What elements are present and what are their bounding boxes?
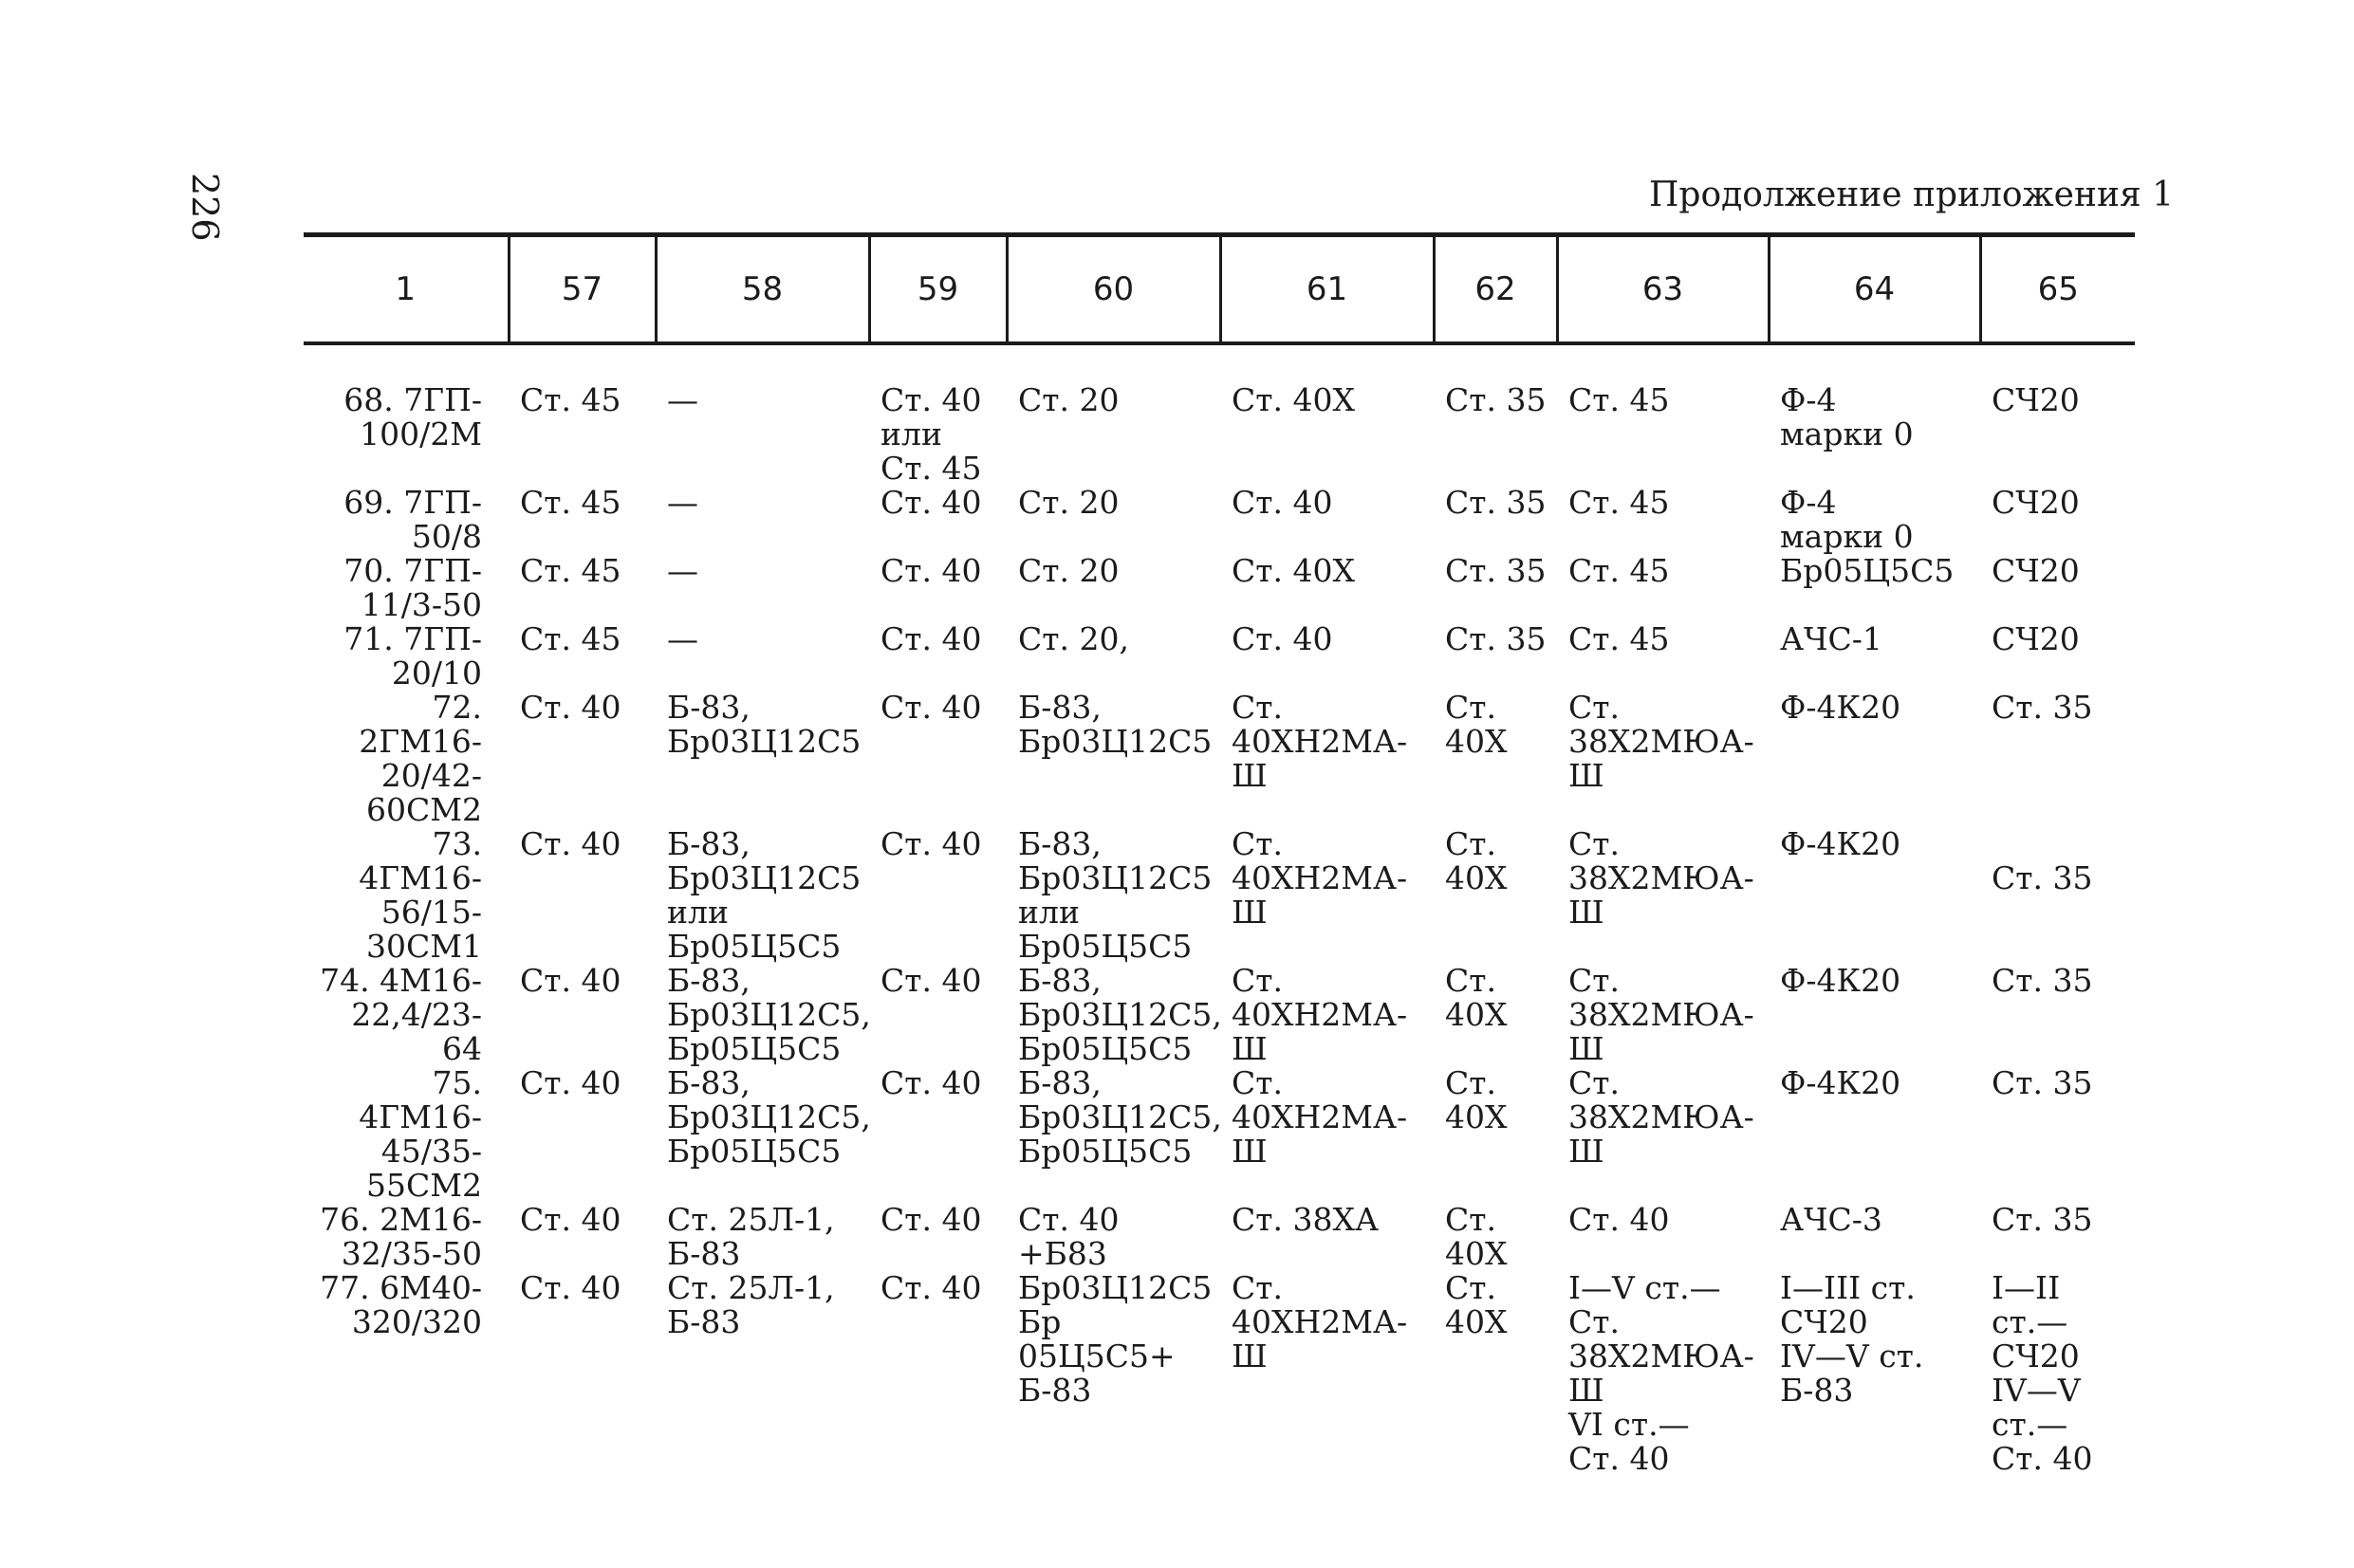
material-cell: Ст. 35 — [1992, 1201, 2093, 1238]
material-cell: Ст. 20 — [1018, 552, 1120, 589]
material-cell: Ст. 40Х — [1445, 1201, 1508, 1272]
page-number: 226 — [184, 173, 226, 242]
material-cell: Ст. 35 — [1445, 484, 1547, 521]
material-cell: Ст. 38Х2МЮА- Ш — [1568, 1064, 1754, 1170]
material-cell: Б-83, Бр03Ц12С5, Бр05Ц5С5 — [667, 1064, 871, 1170]
table-row — [304, 486, 2135, 554]
material-cell: Ф-4К20 — [1780, 689, 1901, 726]
material-cell: Ф-4К20 — [1780, 962, 1901, 999]
column-header: 62 — [1434, 235, 1557, 344]
row-label-cell: 75. 4ГМ16- 45/35- 55СМ2 — [359, 1064, 482, 1204]
material-cell: Ст. 40 — [520, 689, 621, 726]
material-cell: Ст. 35 — [1992, 1064, 2093, 1101]
material-cell: АЧС-1 — [1780, 620, 1882, 657]
material-cell: АЧС-3 — [1780, 1201, 1882, 1238]
material-cell: Б-83, Бр03Ц12С5 — [667, 689, 862, 760]
material-cell: I—V ст.— Ст. 38Х2МЮА- Ш VI ст.— Ст. 40 — [1568, 1269, 1754, 1477]
material-cell: Б-83, Бр03Ц12С5, Бр05Ц5С5 — [1018, 1064, 1222, 1170]
column-header: 61 — [1220, 235, 1434, 344]
column-header: 64 — [1769, 235, 1980, 344]
material-cell: Ст. 38ХА — [1232, 1201, 1379, 1238]
material-cell: Ст. 40ХН2МА- Ш — [1232, 689, 1408, 794]
row-label-cell: 69. 7ГП- 50/8 — [343, 484, 482, 555]
material-cell: Ст. 45 — [520, 381, 621, 418]
material-cell: Ст. 40 — [880, 962, 982, 999]
material-cell: Ст. 45 — [1568, 484, 1670, 521]
material-cell: — — [667, 552, 698, 589]
material-cell: Ст. 40 — [520, 1064, 621, 1101]
material-cell: Ст. 40 — [520, 825, 621, 862]
material-cell: Б-83, Бр03Ц12С5, Бр05Ц5С5 — [1018, 962, 1222, 1067]
material-cell: Ст. 40 — [1568, 1201, 1670, 1238]
material-cell: Ст. 20, — [1018, 620, 1129, 657]
row-label-cell: 70. 7ГП- 11/3-50 — [343, 552, 482, 623]
material-cell: Ст. 40 — [880, 552, 982, 589]
column-header: 59 — [869, 235, 1007, 344]
material-cell: Бр05Ц5С5 — [1780, 552, 1955, 589]
material-cell: Б-83, Бр03Ц12С5 или Бр05Ц5С5 — [1018, 825, 1213, 965]
material-cell: Ст. 40Х — [1445, 825, 1508, 896]
material-cell: Ст. 38Х2МЮА- Ш — [1568, 825, 1754, 931]
column-header: 1 — [395, 270, 417, 308]
material-cell: Ст. 35 — [1992, 962, 2093, 999]
material-cell: Ст. 40 — [880, 1201, 982, 1238]
material-cell: Ст. 40 — [520, 1269, 621, 1306]
material-cell: Ст. 25Л-1, Б-83 — [667, 1269, 835, 1340]
table-row — [304, 554, 2135, 622]
material-cell: I—III ст. СЧ20 IV—V ст. Б-83 — [1780, 1269, 1924, 1409]
row-label-cell: 76. 2М16- 32/35-50 — [320, 1201, 482, 1272]
material-cell: Ст. 40ХН2МА- Ш — [1232, 1064, 1408, 1170]
material-cell: Ст. 40 +Б83 — [1018, 1201, 1120, 1272]
material-cell: Ф-4К20 — [1780, 825, 1901, 862]
material-cell: Ст. 40 — [880, 1064, 982, 1101]
material-cell: Ф-4 марки 0 — [1780, 381, 1914, 452]
material-cell: Ст. 45 — [520, 484, 621, 521]
material-cell: — — [667, 620, 698, 657]
material-cell: Ст. 40 — [880, 689, 982, 726]
material-cell: Б-83, Бр03Ц12С5 — [1018, 689, 1213, 760]
material-cell: Ст. 40 или Ст. 45 — [880, 381, 982, 487]
material-cell: — — [667, 381, 698, 418]
table-body — [304, 343, 2135, 1476]
material-cell: Ст. 40 — [1232, 484, 1333, 521]
material-cell: Ст. 45 — [520, 620, 621, 657]
material-cell: Ст. 40 — [880, 1269, 982, 1306]
material-cell: Ст. 20 — [1018, 381, 1120, 418]
material-cell: Ст. 40 — [880, 825, 982, 862]
material-cell: Ст. 40 — [1232, 620, 1333, 657]
material-cell: Бр03Ц12С5 Бр 05Ц5С5+ Б-83 — [1018, 1269, 1213, 1409]
material-cell: Ст. 35 — [1445, 552, 1547, 589]
material-cell: Ст. 40Х — [1232, 552, 1355, 589]
material-cell: Ст. 20 — [1018, 484, 1120, 521]
table-row — [304, 1271, 2135, 1476]
header-row — [304, 235, 2135, 344]
material-cell: Ст. 40Х — [1445, 962, 1508, 1033]
material-cell: I—II ст.— СЧ20 IV—V ст.— Ст. 40 — [1992, 1269, 2093, 1477]
material-cell: Ст. 25Л-1, Б-83 — [667, 1201, 835, 1272]
table-row — [304, 1203, 2135, 1271]
column-header: 57 — [509, 235, 656, 344]
column-header: 63 — [1557, 235, 1769, 344]
row-label-cell: 71. 7ГП- 20/10 — [343, 620, 482, 692]
table-row — [304, 964, 2135, 1066]
column-header: 65 — [1980, 235, 2135, 344]
material-cell: Ст. 40Х — [1445, 1064, 1508, 1135]
material-cell: Ст. 40Х — [1445, 1269, 1508, 1340]
material-cell: СЧ20 — [1992, 484, 2080, 521]
material-cell: Ст. 35 — [1992, 859, 2093, 896]
column-header: 60 — [1007, 235, 1220, 344]
row-label-cell: 73. 4ГМ16- 56/15- 30СМ1 — [359, 825, 482, 965]
row-label-cell: 77. 6М40- 320/320 — [320, 1269, 482, 1340]
material-cell: Ф-4К20 — [1780, 1064, 1901, 1101]
material-cell: Ст. 40 — [520, 1201, 621, 1238]
material-cell: — — [667, 484, 698, 521]
material-cell: СЧ20 — [1992, 381, 2080, 418]
row-label-cell: 74. 4М16- 22,4/23- 64 — [320, 962, 482, 1067]
material-cell: Ст. 45 — [520, 552, 621, 589]
material-cell: СЧ20 — [1992, 620, 2080, 657]
table-row — [304, 691, 2135, 827]
material-cell: Ст. 40 — [880, 620, 982, 657]
material-cell: Ст. 35 — [1992, 689, 2093, 726]
table-row — [304, 622, 2135, 691]
material-cell: Ст. 45 — [1568, 552, 1670, 589]
material-cell: Ст. 40 — [520, 962, 621, 999]
material-cell: Ст. 40Х — [1232, 381, 1355, 418]
material-cell: Ст. 45 — [1568, 620, 1670, 657]
material-cell: Ст. 40Х — [1445, 689, 1508, 760]
column-header: 58 — [656, 235, 869, 344]
material-cell: Б-83, Бр03Ц12С5 или Бр05Ц5С5 — [667, 825, 862, 965]
material-cell: СЧ20 — [1992, 552, 2080, 589]
continuation-title: Продолжение приложения 1 — [1649, 175, 2175, 214]
material-cell: Ст. 38Х2МЮА- Ш — [1568, 962, 1754, 1067]
material-cell: Ст. 38Х2МЮА- Ш — [1568, 689, 1754, 794]
material-cell: Ф-4 марки 0 — [1780, 484, 1914, 555]
material-cell: Ст. 40ХН2МА- Ш — [1232, 1269, 1408, 1374]
material-cell: Ст. 35 — [1445, 381, 1547, 418]
material-cell: Ст. 40ХН2МА- Ш — [1232, 825, 1408, 931]
materials-table — [304, 232, 2135, 1476]
material-cell: Б-83, Бр03Ц12С5, Бр05Ц5С5 — [667, 962, 871, 1067]
table-row — [304, 343, 2135, 486]
material-cell: Ст. 40ХН2МА- Ш — [1232, 962, 1408, 1067]
material-cell: Ст. 40 — [880, 484, 982, 521]
material-cell: Ст. 45 — [1568, 381, 1670, 418]
row-label-cell: 68. 7ГП- 100/2М — [343, 381, 482, 452]
table-row — [304, 1066, 2135, 1203]
row-label-cell: 72. 2ГМ16- 20/42- 60СМ2 — [359, 689, 482, 828]
table-row — [304, 827, 2135, 964]
material-cell: Ст. 35 — [1445, 620, 1547, 657]
